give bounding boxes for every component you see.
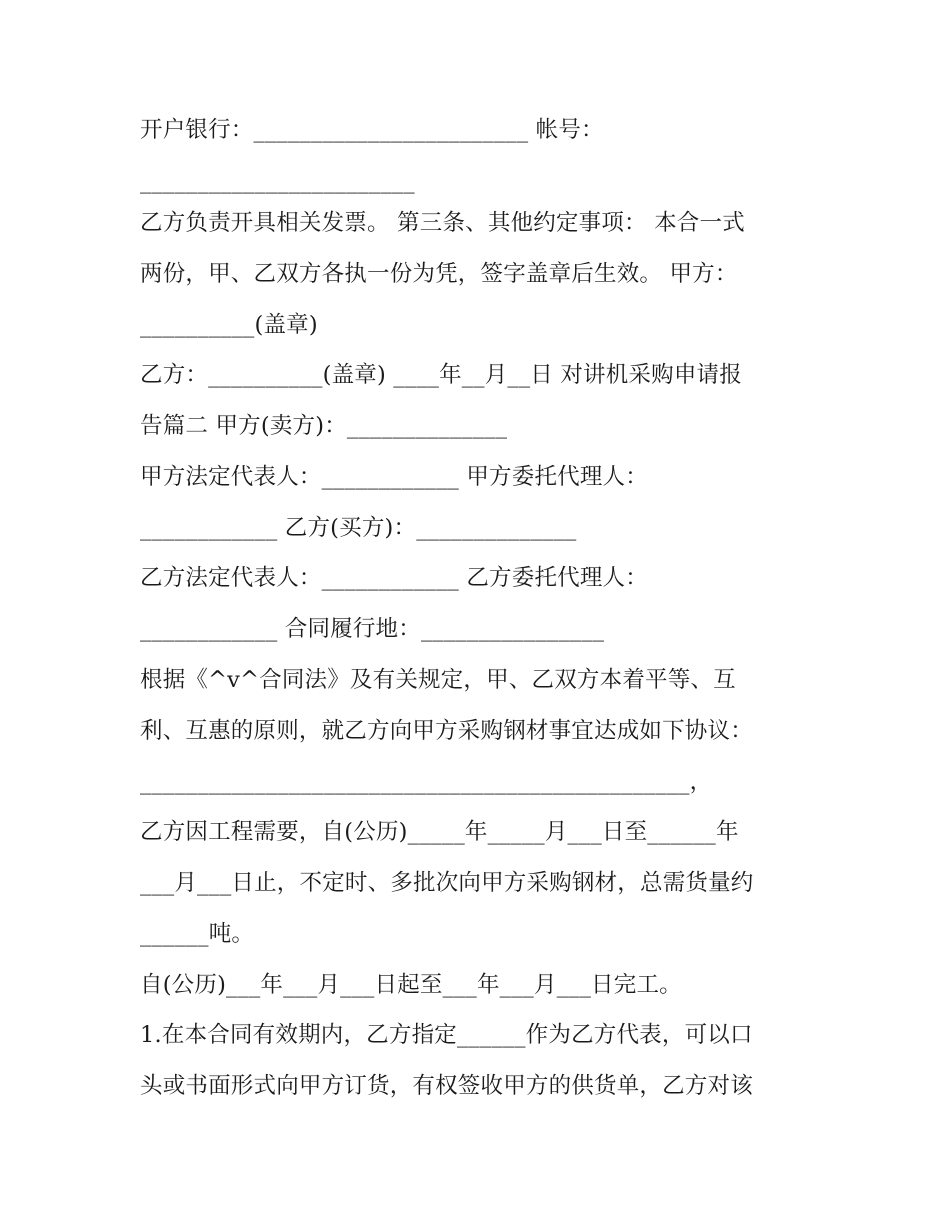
text-line: 自(公历)___年___月___日起至___年___月___日完工。 — [140, 972, 682, 998]
text-line: 根据《^v^合同法》及有关规定，甲、乙双方本着平等、互 — [140, 667, 736, 693]
text-line: 两份，甲、乙双方各执一份为凭，签字盖章后生效。 甲方： — [140, 261, 738, 287]
text-line: ____________ 乙方(买方)：______________ — [140, 515, 577, 541]
text-line: ________________________________________________， — [140, 769, 713, 795]
text-line: __________(盖章) — [140, 312, 318, 338]
text-line: 乙方因工程需要，自(公历)_____年_____月___日至______年 — [140, 819, 739, 845]
text-line: ______吨。 — [140, 921, 255, 947]
text-line: ________________________ — [140, 168, 415, 194]
text-line: 甲方法定代表人：____________ 甲方委托代理人： — [140, 464, 648, 490]
text-line: 1.在本合同有效期内，乙方指定______作为乙方代表，可以口 — [140, 1022, 753, 1048]
text-line: 告篇二 甲方(卖方)：______________ — [140, 413, 508, 439]
text-line: 利、互惠的原则，就乙方向甲方采购钢材事宜达成如下协议： — [140, 718, 753, 744]
text-line: ____________ 合同履行地：________________ — [140, 616, 605, 642]
text-line: 头或书面形式向甲方订货，有权签收甲方的供货单，乙方对该 — [140, 1073, 753, 1099]
text-line: 乙方负责开具相关发票。 第三条、其他约定事项： 本合一式 — [140, 210, 745, 236]
text-line: 开户银行：________________________ 帐号： — [140, 117, 604, 143]
text-line: 乙方：__________(盖章) ____年__月__日 对讲机采购申请报 — [140, 362, 742, 388]
text-line: ___月___日止，不定时、多批次向甲方采购钢材，总需货量约 — [140, 870, 754, 896]
text-line: 乙方法定代表人：____________ 乙方委托代理人： — [140, 565, 648, 591]
